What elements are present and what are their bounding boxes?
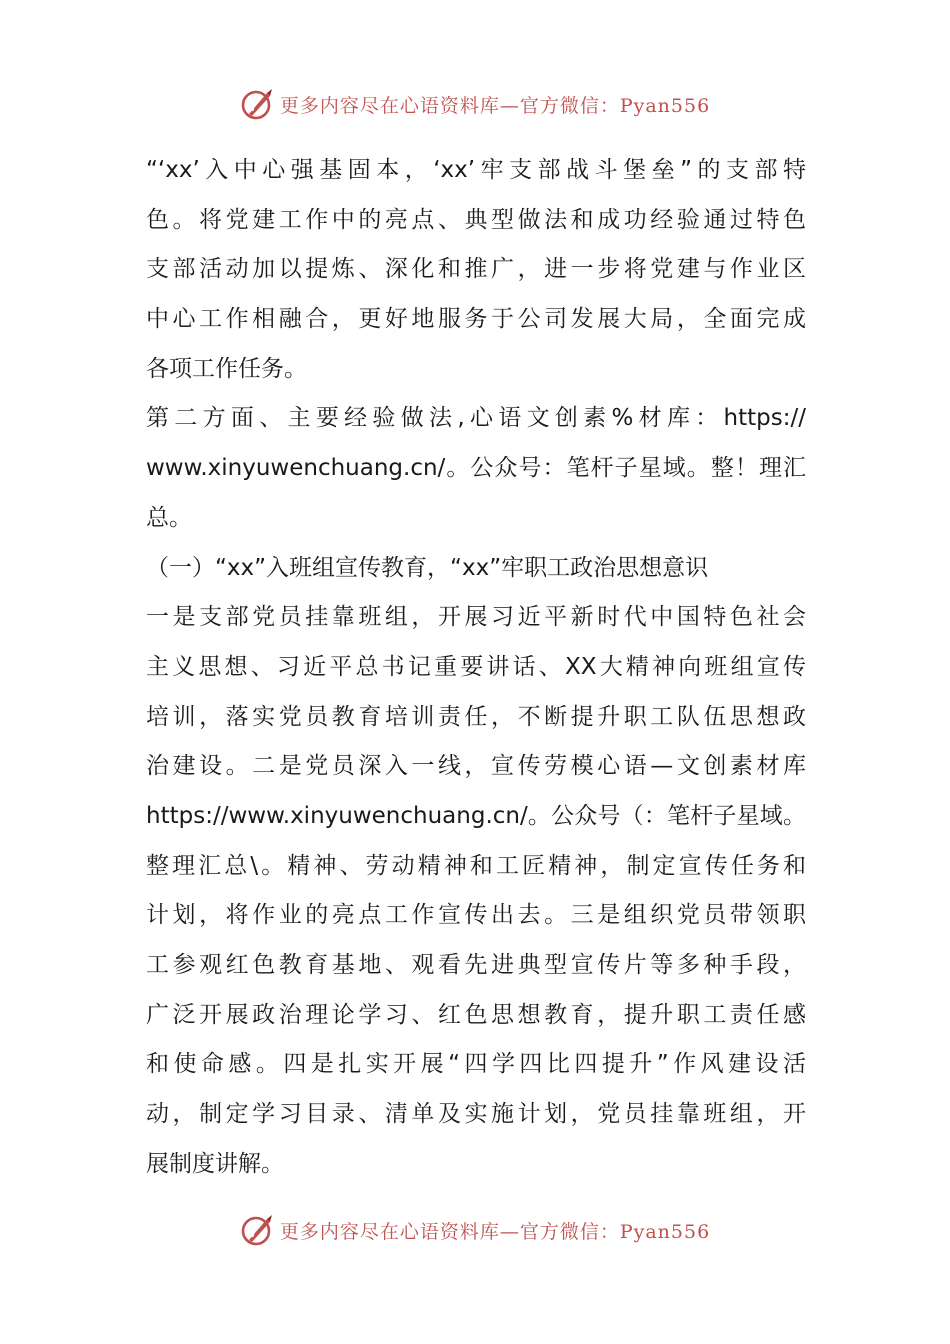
text-line: 中心工作相融合，更好地服务于公司发展大局，全面完成 [146,306,806,333]
text-line: 培训，落实党员教育培训责任，不断提升职工队伍思想政 [146,703,806,730]
text-line: 动，制定学习目录、清单及实施计划，党员挂靠班组，开 [146,1101,806,1128]
text-line: 工参观红色教育基地、观看先进典型宣传片等多种手段， [146,952,806,978]
text-line: 计划，将作业的亮点工作宣传出去。三是组织党员带领职 [146,902,806,929]
text-line: www.xinyuwenchuang.cn/。公众号：笔杆子星域。整！理汇 [146,455,806,482]
text-line: 支部活动加以提炼、深化和推广，进一步将党建与作业区 [146,256,806,283]
text-line: 色。将党建工作中的亮点、典型做法和成功经验通过特色 [146,206,806,233]
header-banner [0,84,950,124]
text-line: https://www.xinyuwenchuang.cn/。公众号（：笔杆子星域。 [146,802,806,829]
text-line: 一是支部党员挂靠班组，开展习近平新时代中国特色社会 [146,604,806,631]
text-line: 展制度讲解。 [146,1150,284,1177]
text-line: 各项工作任务。 [146,355,307,382]
footer-banner-text: 更多内容尽在心语资料库—官方微信：Pyan556 [279,1220,711,1243]
text-line: “‘xx’入中心强基固本，‘xx’牢支部战斗堡垒”的支部特 [146,157,806,183]
text-line: 和使命感。四是扎实开展“四学四比四提升”作风建设活 [146,1051,806,1078]
text-line: 主义思想、习近平总书记重要讲话、XX大精神向班组宣传 [146,653,806,680]
text-line: 整理汇总\。精神、劳动精神和工匠精神，制定宣传任务和 [146,852,806,879]
text-line: 治建设。二是党员深入一线，宣传劳模心语—文创素材库 [146,753,806,780]
quill-logo-icon [240,1213,274,1247]
subsection-heading: （一）“xx”入班组宣传教育，“xx”牢职工政治思想意识 [146,554,709,581]
quill-logo-icon [240,87,274,121]
text-line: 广泛开展政治理论学习、红色思想教育，提升职工责任感 [146,1001,806,1028]
header-banner-text: 更多内容尽在心语资料库—官方微信：Pyan556 [279,94,711,117]
footer-banner [0,1210,950,1250]
document-body [146,146,806,1189]
section-heading: 第二方面、主要经验做法,心语文创素%材库：https:// [146,405,806,432]
text-line: 总。 [146,504,192,531]
